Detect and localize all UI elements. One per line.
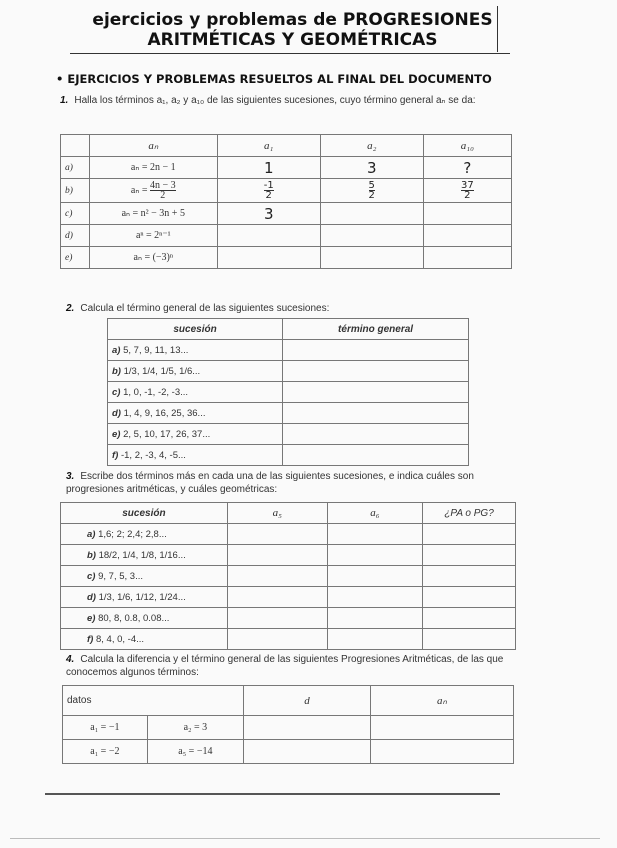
q1-header-a2: a₂ — [320, 135, 423, 157]
table-row — [108, 445, 469, 466]
table-row — [61, 587, 516, 608]
table-row — [61, 545, 516, 566]
answer-a2 — [320, 247, 423, 269]
sequence-cell: b) 18/2, 1/4, 1/8, 1/16... — [61, 545, 228, 566]
formula-lhs: aₙ = — [130, 184, 148, 196]
answer-a10: ? — [423, 157, 511, 179]
formula: aₙ = (−3)ⁿ — [89, 247, 217, 269]
table-row — [108, 424, 469, 445]
row-label: b) — [61, 179, 90, 203]
q1-table — [60, 134, 512, 269]
answer-cell — [283, 424, 469, 445]
q3-statement — [66, 470, 511, 496]
answer-a10 — [423, 203, 511, 225]
q4-header-d: d — [244, 686, 371, 716]
table-row — [63, 716, 514, 740]
q4-statement — [66, 653, 511, 679]
title-underline — [70, 53, 510, 54]
answer-a1: 3 — [217, 203, 320, 225]
sequence-cell: a) 1,6; 2; 2,4; 2,8... — [61, 524, 228, 545]
answer-a2: 3 — [320, 157, 423, 179]
title-line-1: ejercicios y problemas de PROGRESIONES — [92, 10, 493, 30]
page-title — [90, 10, 495, 50]
formula: aⁿ = 2ⁿ⁻¹ — [89, 225, 217, 247]
data-2: a₂ = 3 — [147, 716, 243, 740]
sequence-cell: c) 9, 7, 5, 3... — [61, 566, 228, 587]
q3-header-sequence: sucesión — [61, 503, 228, 524]
q3-number: 3. — [66, 471, 75, 482]
answer-a2 — [320, 203, 423, 225]
sequence-cell: e) 2, 5, 10, 17, 26, 37... — [108, 424, 283, 445]
formula — [89, 179, 217, 203]
data-1: a₁ = −1 — [63, 716, 148, 740]
table-row — [108, 361, 469, 382]
formula: aₙ = n² − 3n + 5 — [89, 203, 217, 225]
q1-number: 1. — [60, 95, 69, 106]
answer-a1: 1 — [217, 157, 320, 179]
answer-a2: $\frac{5}{2}$ — [320, 179, 423, 203]
table-row — [61, 608, 516, 629]
q4-table — [62, 685, 514, 764]
formula: aₙ = 2n − 1 — [89, 157, 217, 179]
table-row — [61, 225, 512, 247]
row-label: c) — [61, 203, 90, 225]
q1-header-a1: a₁ — [217, 135, 320, 157]
answer-cell — [283, 382, 469, 403]
table-row — [61, 524, 516, 545]
sequence-cell: b) 1/3, 1/4, 1/5, 1/6... — [108, 361, 283, 382]
data-2: a₅ = −14 — [147, 740, 243, 764]
table-row — [108, 340, 469, 361]
q2-header-sequence: sucesión — [108, 319, 283, 340]
sequence-cell: d) 1/3, 1/6, 1/12, 1/24... — [61, 587, 228, 608]
table-row — [61, 179, 512, 203]
q3-text: Escribe dos términos más en cada una de las siguientes sucesiones, e indica cuáles son progresiones aritméticas, y cuáles geométricas: — [66, 471, 474, 495]
footer-rule — [45, 793, 500, 795]
answer-cell — [283, 403, 469, 424]
q2-statement — [66, 302, 506, 315]
q2-text: Calcula el término general de las siguientes sucesiones: — [80, 303, 330, 314]
answer-a1: $\frac{-1}{2}$ — [217, 179, 320, 203]
sequence-cell: c) 1, 0, -1, -2, -3... — [108, 382, 283, 403]
title-vertical-rule — [497, 6, 498, 52]
sequence-cell: e) 80, 8, 0.8, 0.08... — [61, 608, 228, 629]
answer-a10 — [423, 225, 511, 247]
table-row — [61, 566, 516, 587]
section-heading: • EJERCICIOS Y PROBLEMAS RESUELTOS AL FINAL DEL DOCUMENTO — [56, 72, 492, 86]
row-label: d) — [61, 225, 90, 247]
formula-fraction: $\frac{4n - 3}{2}$ — [149, 180, 176, 201]
row-label: e) — [61, 247, 90, 269]
sequence-cell: f) 8, 4, 0, -4... — [61, 629, 228, 650]
sequence-cell: d) 1, 4, 9, 16, 25, 36... — [108, 403, 283, 424]
table-row — [108, 382, 469, 403]
answer-cell — [283, 361, 469, 382]
q3-header-a6: a₆ — [327, 503, 422, 524]
table-row — [61, 247, 512, 269]
q3-header-a5: a₅ — [227, 503, 327, 524]
sequence-cell: f) -1, 2, -3, 4, -5... — [108, 445, 283, 466]
page-bottom-rule — [10, 838, 600, 839]
answer-cell — [283, 340, 469, 361]
table-row — [61, 629, 516, 650]
data-1: a₁ = −2 — [63, 740, 148, 764]
table-row — [61, 203, 512, 225]
q3-header-pa-pg: ¿PA o PG? — [423, 503, 516, 524]
q2-header-general-term: término general — [283, 319, 469, 340]
q4-header-datos: datos — [63, 686, 244, 716]
row-label: a) — [61, 157, 90, 179]
answer-a10: $\frac{37}{2}$ — [423, 179, 511, 203]
q2-table — [107, 318, 469, 466]
answer-a2 — [320, 225, 423, 247]
answer-a1 — [217, 225, 320, 247]
title-line-2: ARITMÉTICAS Y GEOMÉTRICAS — [147, 30, 438, 50]
answer-a10 — [423, 247, 511, 269]
q4-text: Calcula la diferencia y el término general de las siguientes Progresiones Aritméticas, de las que conocemos algunos términos: — [66, 654, 504, 678]
q1-statement — [60, 94, 508, 107]
answer-cell — [283, 445, 469, 466]
sequence-cell: a) 5, 7, 9, 11, 13... — [108, 340, 283, 361]
q3-table — [60, 502, 516, 650]
q4-number: 4. — [66, 654, 75, 665]
q1-text: Halla los términos a₁, a₂ y a₁₀ de las siguientes sucesiones, cuyo término general aₙ se da: — [74, 95, 476, 106]
answer-a1 — [217, 247, 320, 269]
q1-header-an: aₙ — [89, 135, 217, 157]
table-row — [63, 740, 514, 764]
table-row — [61, 157, 512, 179]
table-row — [108, 403, 469, 424]
q2-number: 2. — [66, 303, 75, 314]
q1-header-a10: a₁₀ — [423, 135, 511, 157]
q4-header-an: aₙ — [371, 686, 514, 716]
